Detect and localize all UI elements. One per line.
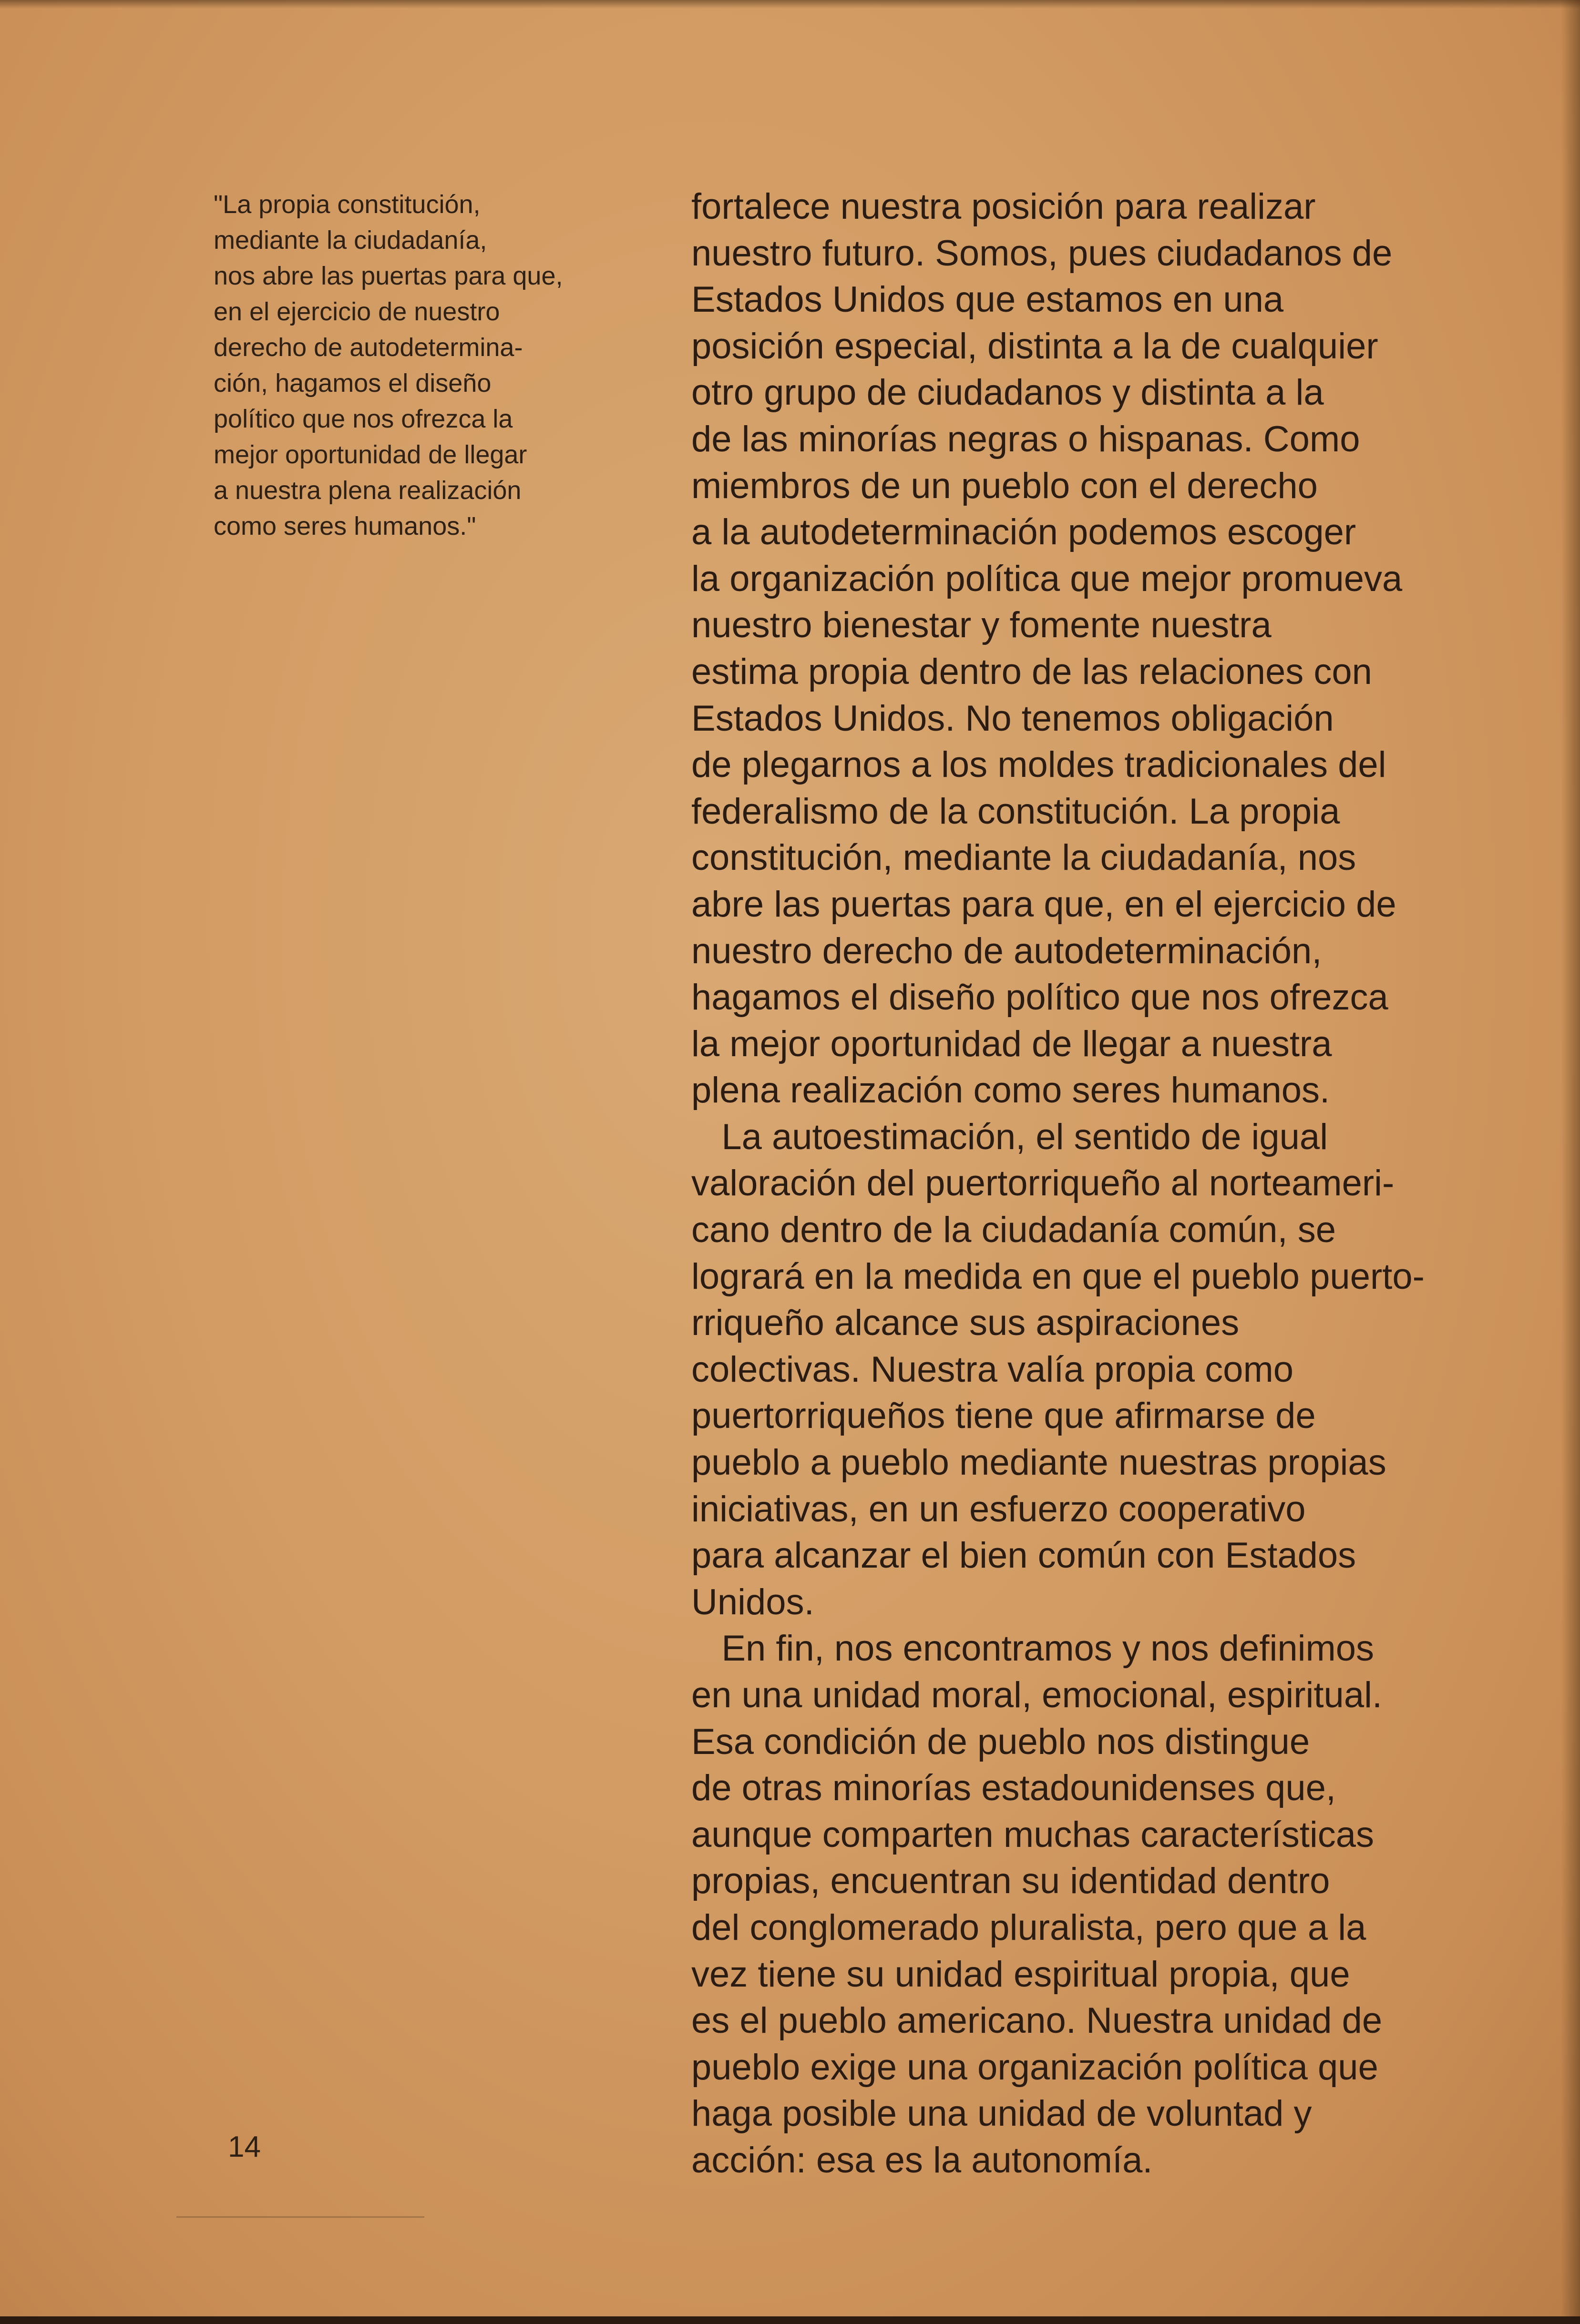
page-top-edge [0,0,1580,9]
body-text-line: puertorriqueños tiene que afirmarse de [691,1396,1316,1437]
body-text-line: En fin, nos encontramos y nos definimos [691,1628,1375,1669]
body-text-line: abre las puertas para que, en el ejercicio de [691,884,1396,925]
body-text-line: acción: esa es la autonomía. [691,2140,1153,2181]
body-text-line: para alcanzar el bien común con Estados [691,1535,1356,1576]
body-text-line: vez tiene su unidad espiritual propia, que [691,1954,1350,1995]
body-text-line: cano dentro de la ciudadanía común, se [691,1210,1336,1251]
body-text-line: plena realización como seres humanos. [691,1070,1330,1111]
body-text-line: en una unidad moral, emocional, espiritual. [691,1675,1383,1715]
body-text-line: fortalece nuestra posición para realizar [691,186,1316,227]
body-text-line: logrará en la medida en que el pueblo puerto- [691,1256,1425,1297]
body-text-line: a la autodeterminación podemos escoger [691,512,1356,553]
page-number: 14 [228,2130,261,2163]
body-text-line: estima propia dentro de las relaciones con [691,651,1372,692]
pull-quote-line: en el ejercicio de nuestro [214,297,500,326]
pull-quote-line: mediante la ciudadanía, [214,226,487,255]
body-text-line: Estados Unidos. No tenemos obligación [691,698,1334,739]
body-text-line: haga posible una unidad de voluntad y [691,2093,1312,2134]
body-text-line: la organización política que mejor promueva [691,558,1403,599]
body-text-line: pueblo exige una organización política que [691,2047,1378,2088]
body-text-line: federalismo de la constitución. La propia [691,791,1340,832]
body-text-line: miembros de un pueblo con el derecho [691,465,1318,506]
body-text-line: iniciativas, en un esfuerzo cooperativo [691,1488,1306,1529]
body-text-line: es el pueblo americano. Nuestra unidad de [691,2000,1383,2041]
body-text-line: constitución, mediante la ciudadanía, nos [691,837,1356,878]
body-text-line: Esa condición de pueblo nos distingue [691,1721,1310,1762]
body-text-line: Unidos. [691,1581,814,1622]
body-text-line: colectivas. Nuestra valía propia como [691,1349,1294,1390]
body-text-line: aunque comparten muchas características [691,1814,1375,1855]
body-text-line: posición especial, distinta a la de cualquier [691,326,1378,367]
body-text-line: propias, encuentran su identidad dentro [691,1861,1330,1902]
body-text-line: del conglomerado pluralista, pero que a la [691,1907,1366,1948]
pull-quote-line: a nuestra plena realización [214,476,522,505]
pull-quote-line: como seres humanos." [214,512,476,540]
body-text-line: hagamos el diseño político que nos ofrezca [691,977,1388,1018]
body-text-line: nuestro futuro. Somos, pues ciudadanos de [691,233,1393,274]
body-text-line: La autoestimación, el sentido de igual [691,1116,1328,1157]
body-text-line: Estados Unidos que estamos en una [691,279,1284,320]
pull-quote-line: nos abre las puertas para que, [214,262,563,290]
body-text-line: valoración del puertorriqueño al norteameri- [691,1163,1395,1204]
pull-quote-line: "La propia constitución, [214,190,481,219]
body-text-column [691,183,1554,2184]
pull-quote-line: mejor oportunidad de llegar [214,440,527,469]
page-bottom-edge [0,2316,1580,2324]
footer-rule [176,2216,424,2218]
pull-quote-line: político que nos ofrezca la [214,405,513,433]
pull-quote [214,187,643,544]
body-text-line: de otras minorías estadounidenses que, [691,1768,1336,1809]
body-text-line: de plegarnos a los moldes tradicionales del [691,744,1386,785]
body-text-line: rriqueño alcance sus aspiraciones [691,1303,1240,1344]
pull-quote-line: ción, hagamos el diseño [214,369,492,398]
body-text-line: nuestro derecho de autodeterminación, [691,930,1322,971]
body-text-line: la mejor oportunidad de llegar a nuestra [691,1023,1332,1064]
pull-quote-line: derecho de autodetermina- [214,333,523,362]
body-text-line: de las minorías negras o hispanas. Como [691,418,1360,459]
page-right-edge [1561,0,1580,2324]
body-text-line: pueblo a pueblo mediante nuestras propias [691,1442,1386,1483]
body-text-line: otro grupo de ciudadanos y distinta a la [691,372,1324,413]
body-text-line: nuestro bienestar y fomente nuestra [691,605,1272,646]
